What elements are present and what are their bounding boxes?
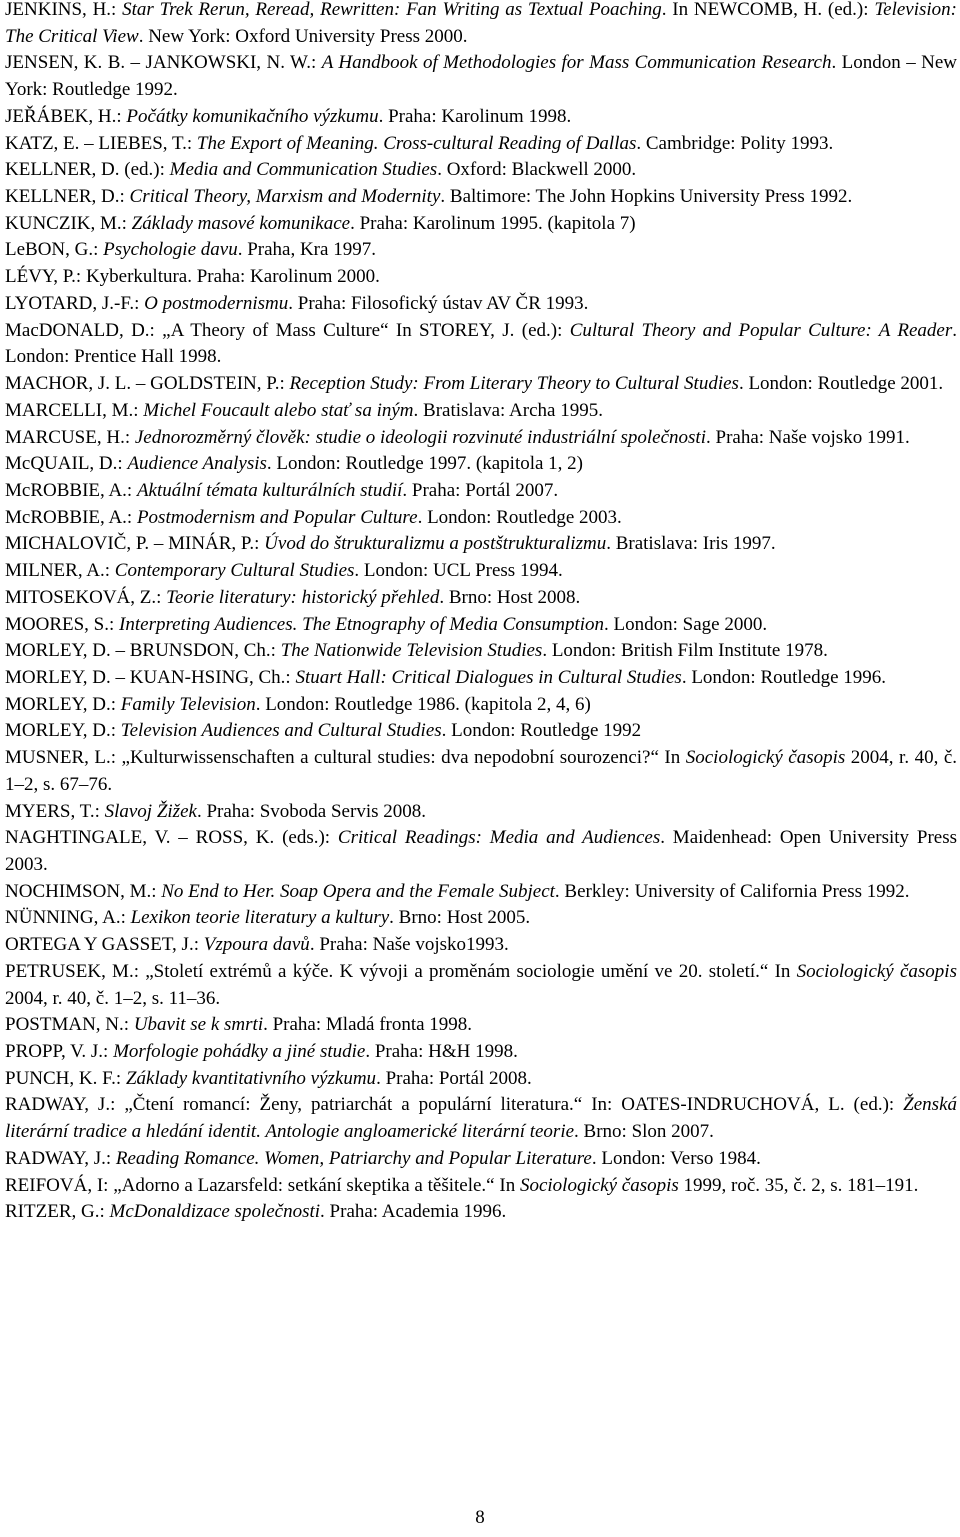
bibliography-entry (5, 1066, 957, 1093)
entry-text: LÉVY, P.: Kyberkultura. Praha: Karolinum 2000. (5, 266, 380, 288)
entry-text: RADWAY, J.: (5, 1147, 116, 1169)
entry-text: MARCELLI, M.: (5, 399, 144, 421)
entry-text: 2004, r. 40, č. 1–2, s. 11–36. (5, 987, 221, 1009)
entry-text: . Praha: Portál 2007. (402, 479, 559, 501)
entry-title: Morfologie pohádky a jiné studie (113, 1041, 366, 1063)
entry-text: McROBBIE, A.: (5, 479, 137, 501)
bibliography-entry (5, 478, 957, 505)
entry-text: MORLEY, D.: (5, 693, 121, 715)
entry-text: . London: Verso 1984. (591, 1147, 761, 1169)
bibliography-entry (5, 692, 957, 719)
entry-text: MYERS, T.: (5, 800, 105, 822)
entry-title: Contemporary Cultural Studies (114, 560, 355, 582)
entry-text: NOCHIMSON, M.: (5, 880, 162, 902)
entry-text: MARCUSE, H.: (5, 426, 135, 448)
entry-text: MORLEY, D. – KUAN-HSING, Ch.: (5, 666, 296, 688)
entry-title: Lexikon teorie literatury a kultury (130, 907, 390, 929)
entry-text: . London: British Film Institute 1978. (542, 640, 828, 662)
entry-text: . Praha: Svoboda Servis 2008. (196, 800, 426, 822)
entry-text: . London: UCL Press 1994. (354, 560, 563, 582)
entry-text: JENSEN, K. B. – JANKOWSKI, N. W.: (5, 52, 322, 74)
bibliography-entry (5, 718, 957, 745)
bibliography-entry (5, 932, 957, 959)
entry-text: . Brno: Host 2005. (389, 907, 531, 929)
entry-text: MORLEY, D. – BRUNSDON, Ch.: (5, 640, 281, 662)
entry-title: Postmodernism and Popular Culture (136, 506, 418, 528)
bibliography-entry (5, 1146, 957, 1173)
entry-title: A Handbook of Methodologies for Mass Communication Research (321, 52, 832, 74)
entry-text: NÜNNING, A.: (5, 907, 131, 929)
entry-title: The Nationwide Television Studies (280, 640, 543, 662)
entry-text: . Bratislava: Iris 1997. (606, 533, 776, 555)
entry-title: Star Trek Rerun, Reread, Rewritten: Fan Writing as Textual Poaching (122, 0, 662, 20)
entry-text: MITOSEKOVÁ, Z.: (5, 586, 167, 608)
entry-title: Cultural Theory and Popular Culture: A Reader (569, 319, 953, 341)
entry-text: KELLNER, D. (ed.): (5, 159, 170, 181)
bibliography-entry (5, 425, 957, 452)
entry-title: Ubavit se k smrti (133, 1014, 264, 1036)
entry-title: Michel Foucault alebo stať sa iným (143, 399, 414, 421)
entry-text: . Baltimore: The John Hopkins University Press 1992. (440, 186, 853, 208)
bibliography-entry (5, 531, 957, 558)
entry-text: . Praha: H&H 1998. (365, 1041, 518, 1063)
entry-text: McQUAIL, D.: (5, 453, 128, 475)
bibliography-entry (5, 398, 957, 425)
entry-text: . Bratislava: Archa 1995. (413, 399, 603, 421)
bibliography-entry (5, 638, 957, 665)
entry-title: Media and Communication Studies (169, 159, 438, 181)
entry-text: . Oxford: Blackwell 2000. (437, 159, 637, 181)
entry-text: McROBBIE, A.: (5, 506, 137, 528)
bibliography-entry (5, 585, 957, 612)
bibliography-entry (5, 959, 957, 1012)
entry-text: MORLEY, D.: (5, 720, 121, 742)
bibliography-entry (5, 0, 957, 50)
bibliography-entry (5, 1173, 957, 1200)
entry-text: MacDONALD, D.: „A Theory of Mass Culture“ In STOREY, J. (ed.): (5, 319, 570, 341)
entry-text: ORTEGA Y GASSET, J.: (5, 934, 204, 956)
page-number: 8 (475, 1507, 485, 1528)
entry-text: 2004, r. 40, č. 1–2, s. 67–76. (5, 747, 957, 795)
entry-text: PUNCH, K. F.: (5, 1067, 126, 1089)
entry-text: MACHOR, J. L. – GOLDSTEIN, P.: (5, 373, 290, 395)
bibliography-entry (5, 237, 957, 264)
entry-title: Interpreting Audiences. The Etnography of Media Consumption (119, 613, 605, 635)
entry-title: Television: The Critical View (5, 0, 957, 47)
bibliography-entry (5, 1092, 957, 1145)
entry-title: Reception Study: From Literary Theory to Cultural Studies (289, 373, 739, 395)
entry-title: Audience Analysis (127, 453, 267, 475)
entry-text: MUSNER, L.: „Kulturwissenschaften a cultural studies: dva nepodobní sourozenci?“ In (5, 747, 686, 769)
bibliography-entry (5, 291, 957, 318)
entry-text: KELLNER, D.: (5, 186, 130, 208)
entry-text: . Berkley: University of California Press 1992. (554, 880, 910, 902)
entry-title: O postmodernismu (144, 292, 289, 314)
entry-text: . Praha: Naše vojsko1993. (309, 934, 509, 956)
entry-title: Stuart Hall: Critical Dialogues in Cultural Studies (295, 666, 682, 688)
entry-text: . Praha: Portál 2008. (376, 1067, 532, 1089)
entry-text: . Praha: Naše vojsko 1991. (706, 426, 910, 448)
entry-title: Vzpoura davů (203, 934, 310, 956)
entry-title: Family Television (120, 693, 256, 715)
bibliography-entry (5, 612, 957, 639)
entry-title: Sociologický časopis (685, 747, 846, 769)
entry-text: JEŘÁBEK, H.: (5, 105, 127, 127)
entry-title: Počátky komunikačního výzkumu (126, 105, 379, 127)
bibliography-list (5, 0, 957, 1226)
entry-title: Psychologie davu (103, 239, 238, 261)
entry-title: The Export of Meaning. Cross-cultural Reading of Dallas (196, 132, 637, 154)
entry-title: Television Audiences and Cultural Studies (120, 720, 442, 742)
entry-text: . Maidenhead: Open University Press 2003. (5, 827, 957, 875)
bibliography-entry (5, 505, 957, 532)
bibliography-entry (5, 211, 957, 238)
bibliography-entry (5, 905, 957, 932)
entry-text: . London: Prentice Hall 1998. (5, 319, 957, 368)
bibliography-entry (5, 1039, 957, 1066)
entry-title: Critical Theory, Marxism and Modernity (129, 186, 441, 208)
bibliography-entry (5, 799, 957, 826)
bibliography-entry (5, 1012, 957, 1039)
entry-title: McDonaldizace společnosti (109, 1201, 321, 1223)
bibliography-entry (5, 825, 957, 878)
entry-text: LeBON, G.: (5, 239, 104, 261)
entry-text: REIFOVÁ, I: „Adorno a Lazarsfeld: setkání skeptika a těšitele.“ In (5, 1174, 520, 1196)
entry-text: PROPP, V. J.: (5, 1041, 114, 1063)
bibliography-entry (5, 558, 957, 585)
entry-text: . London: Routledge 2001. (738, 373, 944, 395)
bibliography-entry (5, 371, 957, 398)
entry-text: KUNCZIK, M.: (5, 212, 132, 234)
entry-text: PETRUSEK, M.: „Století extrémů a kýče. K vývoji a proměnám sociologie umění ve 20. století.“ In (5, 960, 797, 982)
entry-text: . London: Routledge 2003. (417, 506, 622, 528)
entry-title: Reading Romance. Women, Patriarchy and Popular Literature (115, 1147, 592, 1169)
bibliography-entry (5, 131, 957, 158)
entry-title: Aktuální témata kulturálních studií (136, 479, 403, 501)
entry-title: Základy masové komunikace (131, 212, 351, 234)
entry-text: POSTMAN, N.: (5, 1014, 134, 1036)
entry-text: . London – New York: Routledge 1992. (5, 52, 958, 101)
entry-text: MICHALOVIČ, P. – MINÁR, P.: (5, 533, 265, 555)
entry-text: . Praha: Karolinum 1995. (kapitola 7) (350, 212, 636, 234)
entry-text: RADWAY, J.: „Čtení romancí: Ženy, patriarchát a populární literatura.“ In: OATES-INDRUCHOVÁ, L. (ed.): (5, 1094, 904, 1116)
entry-title: Ženská literární tradice a hledání identit. Antologie angloamerické literární teorie (5, 1094, 957, 1143)
entry-title: Základy kvantitativního výzkumu (125, 1067, 377, 1089)
entry-text: JENKINS, H.: (5, 0, 123, 20)
entry-text: LYOTARD, J.-F.: (5, 292, 145, 314)
entry-title: Slavoj Žižek (104, 800, 197, 822)
bibliography-entry (5, 104, 957, 131)
bibliography-entry (5, 318, 957, 371)
entry-text: . London: Routledge 1986. (kapitola 2, 4, 6) (255, 693, 591, 715)
entry-text: . Praha: Karolinum 1998. (378, 105, 572, 127)
entry-text: . Brno: Host 2008. (439, 586, 581, 608)
entry-title: Úvod do štrukturalizmu a postštrukturalizmu (264, 533, 607, 555)
bibliography-entry (5, 879, 957, 906)
entry-text: MOORES, S.: (5, 613, 120, 635)
entry-text: . New York: Oxford University Press 2000. (138, 25, 468, 47)
bibliography-entry (5, 745, 957, 798)
entry-title: Sociologický časopis (796, 960, 957, 982)
entry-text: 1999, roč. 35, č. 2, s. 181–191. (678, 1174, 919, 1196)
bibliography-entry (5, 157, 957, 184)
bibliography-entry (5, 665, 957, 692)
entry-text: NAGHTINGALE, V. – ROSS, K. (eds.): (5, 827, 338, 849)
entry-text: MILNER, A.: (5, 560, 115, 582)
bibliography-entry (5, 184, 957, 211)
entry-text: . Praha: Filosofický ústav AV ČR 1993. (288, 292, 589, 314)
entry-title: Critical Readings: Media and Audiences (337, 827, 661, 849)
entry-title: Jednorozměrný člověk: studie o ideologii rozvinuté industriální společnosti (134, 426, 706, 448)
entry-text: KATZ, E. – LIEBES, T.: (5, 132, 197, 154)
entry-title: No End to Her. Soap Opera and the Female Subject (161, 880, 555, 902)
entry-text: . Praha, Kra 1997. (237, 239, 376, 261)
bibliography-entry (5, 50, 957, 103)
entry-text: . In NEWCOMB, H. (ed.): (661, 0, 875, 20)
entry-text: . Brno: Slon 2007. (574, 1121, 714, 1143)
entry-text: . London: Routledge 1997. (kapitola 1, 2) (266, 453, 584, 475)
bibliography-entry (5, 1199, 957, 1226)
entry-text: . Praha: Mladá fronta 1998. (263, 1014, 473, 1036)
bibliography-entry (5, 451, 957, 478)
entry-text: . London: Sage 2000. (604, 613, 768, 635)
entry-text: . Praha: Academia 1996. (320, 1201, 507, 1223)
entry-text: . Cambridge: Polity 1993. (636, 132, 834, 154)
entry-text: . London: Routledge 1992 (441, 720, 642, 742)
entry-text: RITZER, G.: (5, 1201, 110, 1223)
entry-text: . London: Routledge 1996. (681, 666, 887, 688)
entry-title: Teorie literatury: historický přehled (166, 586, 440, 608)
entry-title: Sociologický časopis (519, 1174, 679, 1196)
bibliography-entry (5, 264, 957, 291)
